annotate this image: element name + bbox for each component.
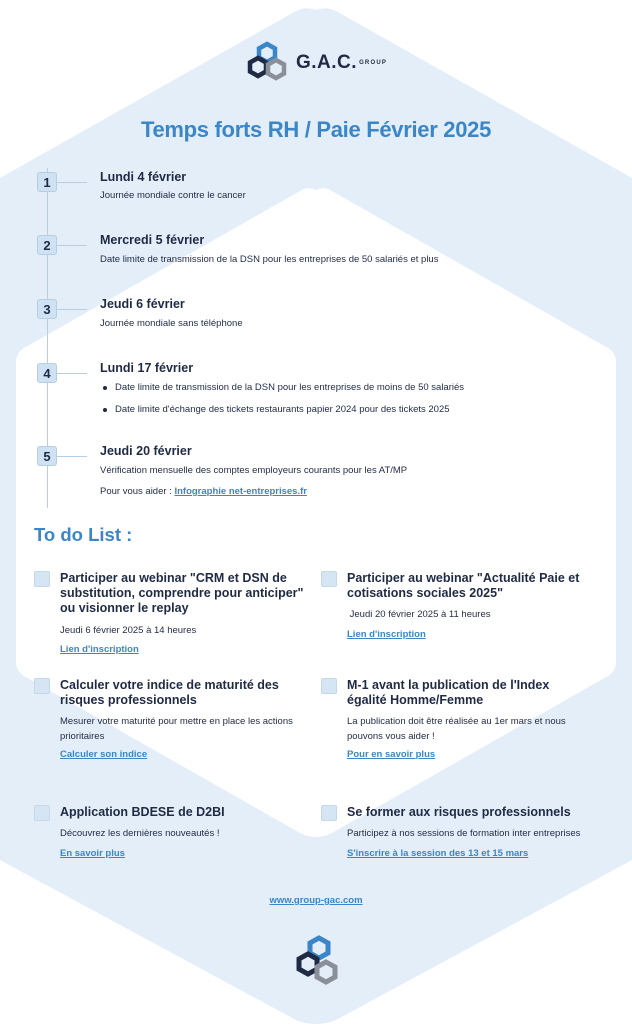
todo-description: Participez à nos sessions de formation inter entreprises [347,828,581,839]
timeline-tick [57,182,87,183]
brand-sub: GROUP [359,60,388,66]
todo-link[interactable]: En savoir plus [60,848,125,859]
todo-description: Jeudi 6 février 2025 à 14 heures [60,625,197,636]
checkbox-icon[interactable] [321,678,337,694]
todo-link[interactable]: S'inscrire à la session des 13 et 15 mars [347,848,529,859]
todo-description: Jeudi 20 février 2025 à 11 heures [347,609,491,620]
todo-heading: Participer au webinar "Actualité Paie et cotisations sociales 2025" [347,571,580,600]
timeline-date: Jeudi 20 février [100,444,192,458]
todo-item [34,678,294,763]
timeline-date: Jeudi 6 février [100,297,185,311]
timeline-number: 1 [37,172,57,192]
timeline-text: Vérification mensuelle des comptes employeurs courants pour les AT/MP [100,465,408,476]
timeline-number: 3 [37,299,57,319]
todo-item [321,571,581,651]
todo-item [34,805,294,865]
checkbox-icon[interactable] [321,805,337,821]
todo-link[interactable]: Calculer son indice [60,749,148,760]
timeline-text: Date limite de transmission de la DSN pour les entreprises de 50 salariés et plus [100,254,439,265]
gac-hexagon-logo-icon [292,934,342,990]
todo-item [321,678,581,763]
todo-description: La publication doit être réalisée au 1er mars et nous pouvons vous aider ! [347,716,566,742]
timeline-date: Lundi 17 février [100,361,194,375]
todo-item [34,571,304,661]
timeline-number: 4 [37,363,57,383]
page-title: Temps forts RH / Paie Février 2025 [140,117,492,142]
todo-link[interactable]: Pour en savoir plus [347,749,436,760]
timeline-tick [57,309,87,310]
timeline-date: Lundi 4 février [100,170,187,184]
todo-link[interactable]: Lien d'inscription [347,629,426,640]
checkbox-icon[interactable] [34,678,50,694]
help-prefix: Pour vous aider : [100,486,175,497]
todo-link[interactable]: Lien d'inscription [60,644,139,655]
todo-item [321,805,581,865]
timeline-date: Mercredi 5 février [100,233,205,247]
timeline-tick [57,456,87,457]
checkbox-icon[interactable] [34,805,50,821]
todo-heading: Se former aux risques professionnels [347,805,571,819]
brand-name: G.A.C. [296,52,358,73]
checkbox-icon[interactable] [34,571,50,587]
timeline-tick [57,373,87,374]
timeline-bullet: Date limite d'échange des tickets restaurants papier 2024 pour des tickets 2025 [100,404,464,426]
website-link[interactable]: www.group-gac.com [269,895,363,906]
timeline-number: 5 [37,446,57,466]
footer [0,895,632,906]
timeline-bullet: Date limite de transmission de la DSN pour les entreprises de moins de 50 salariés [100,382,464,404]
todo-description: Découvrez les dernières nouveautés ! [60,828,220,839]
checkbox-icon[interactable] [321,571,337,587]
gac-hexagon-logo-icon [244,40,290,86]
todo-heading: Application BDESE de D2BI [60,805,225,819]
timeline-help [100,486,307,497]
timeline-bullets [100,382,464,426]
timeline-number: 2 [37,235,57,255]
timeline-text: Journée mondiale contre le cancer [100,190,246,201]
todo-heading: M-1 avant la publication de l'Index égalité Homme/Femme [347,678,550,707]
infographic-link[interactable]: Infographie net-entreprises.fr [174,486,307,497]
todo-heading: Participer au webinar "CRM et DSN de substitution, comprendre pour anticiper" ou visionner le replay [60,571,304,615]
todo-description: Mesurer votre maturité pour mettre en place les actions prioritaires [60,716,293,742]
todo-heading: Calculer votre indice de maturité des risques professionnels [60,678,279,707]
timeline-tick [57,245,87,246]
todo-title: To do List : [34,524,133,545]
brand-logo [244,38,394,88]
timeline-text: Journée mondiale sans téléphone [100,318,243,329]
